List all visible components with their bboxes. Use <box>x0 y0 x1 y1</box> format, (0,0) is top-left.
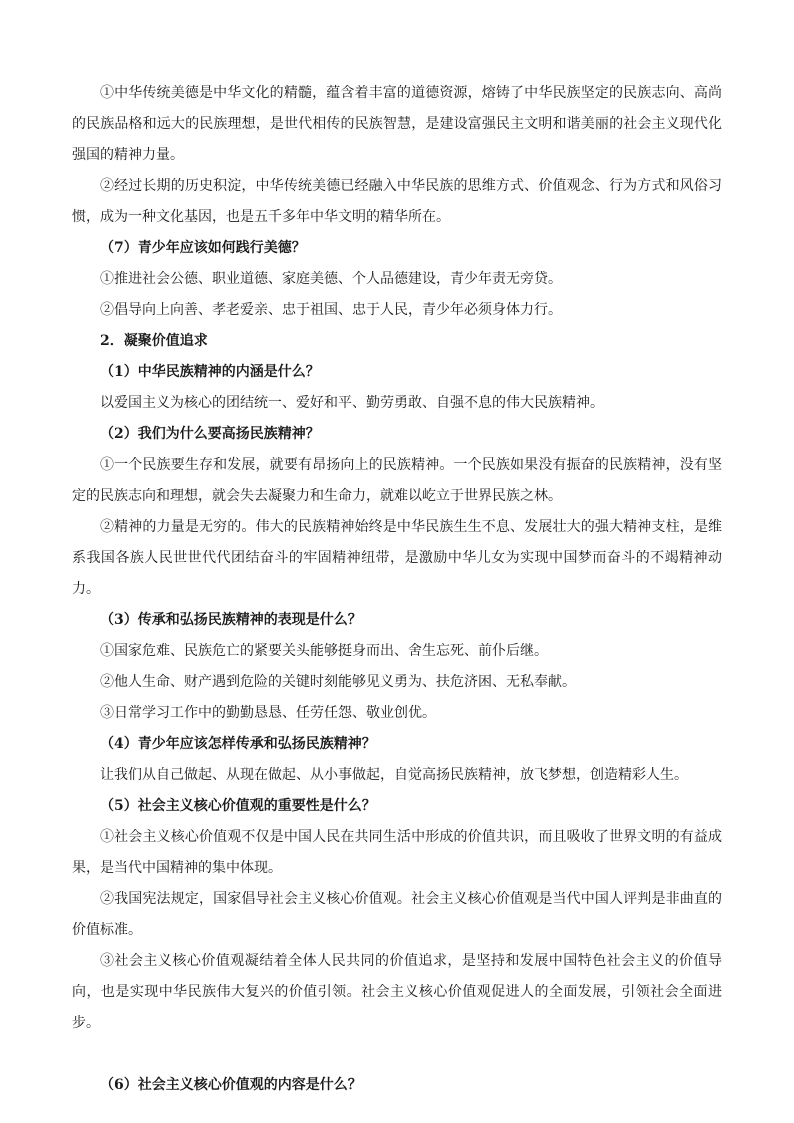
question-heading: （5）社会主义核心价值观的重要性是什么？ <box>100 798 376 814</box>
paragraph: ②倡导向上向善、孝老爱亲、忠于祖国、忠于人民，青少年必须身体力行。 <box>100 302 562 318</box>
question-heading: （6）社会主义核心价值观的内容是什么？ <box>100 1077 362 1093</box>
paragraph: ③社会主义核心价值观凝结着全体人民共同的价值追求，是坚持和发展中国特色社会主义的价值导向，也是实现中华民族伟大复兴的价值引领。社会主义核心价值观促进人的全面发展，引领社会全面进步。 <box>72 953 722 1031</box>
paragraph: ②经过长期的历史积淀，中华传统美德已经融入中华民族的思维方式、价值观念、行为方式和风俗习惯，成为一种文化基因，也是五千多年中华文明的精华所在。 <box>72 178 722 225</box>
document-body <box>72 78 722 1101</box>
question-heading: （7）青少年应该如何践行美德？ <box>100 240 306 256</box>
question-heading: （4）青少年应该怎样传承和弘扬民族精神？ <box>100 736 376 752</box>
paragraph: ①国家危难、民族危亡的紧要关头能够挺身而出、舍生忘死、前仆后继。 <box>100 643 548 659</box>
question-heading: （3）传承和弘扬民族精神的表现是什么？ <box>100 612 362 628</box>
paragraph: ②他人生命、财产遇到危险的关键时刻能够见义勇为、扶危济困、无私奉献。 <box>100 674 576 690</box>
paragraph: ②精神的力量是无穷的。伟大的民族精神始终是中华民族生生不息、发展壮大的强大精神支柱，是维系我国各族人民世世代代团结奋斗的牢固精神纽带，是激励中华儿女为实现中国梦而奋斗的不竭精神动力。 <box>72 519 722 597</box>
paragraph: ①一个民族要生存和发展，就要有昂扬向上的民族精神。一个民族如果没有振奋的民族精神，没有坚定的民族志向和理想，就会失去凝聚力和生命力，就难以屹立于世界民族之林。 <box>72 457 722 504</box>
paragraph: ①推进社会公德、职业道德、家庭美德、个人品德建设，青少年责无旁贷。 <box>100 271 562 287</box>
paragraph: ①社会主义核心价值观不仅是中国人民在共同生活中形成的价值共识，而且吸收了世界文明的有益成果，是当代中国精神的集中体现。 <box>72 829 722 876</box>
question-heading: （2）我们为什么要高扬民族精神？ <box>100 426 320 442</box>
paragraph: ②我国宪法规定，国家倡导社会主义核心价值观。社会主义核心价值观是当代中国人评判是非曲直的价值标准。 <box>72 891 722 938</box>
question-heading: （1）中华民族精神的内涵是什么？ <box>100 364 320 380</box>
blank-line <box>72 1039 722 1070</box>
paragraph: 让我们从自己做起、从现在做起、从小事做起，自觉高扬民族精神，放飞梦想，创造精彩人生。 <box>100 767 688 783</box>
paragraph: ①中华传统美德是中华文化的精髓，蕴含着丰富的道德资源，熔铸了中华民族坚定的民族志向、高尚的民族品格和远大的民族理想，是世代相传的民族智慧，是建设富强民主文明和谐美丽的社会主义现代化强国的精神力量。 <box>72 85 722 163</box>
paragraph: ③日常学习工作中的勤勤恳恳、任劳任怨、敬业创优。 <box>100 705 436 721</box>
section-heading: 2．凝聚价值追求 <box>100 333 208 349</box>
paragraph: 以爱国主义为核心的团结统一、爱好和平、勤劳勇敢、自强不息的伟大民族精神。 <box>100 395 604 411</box>
